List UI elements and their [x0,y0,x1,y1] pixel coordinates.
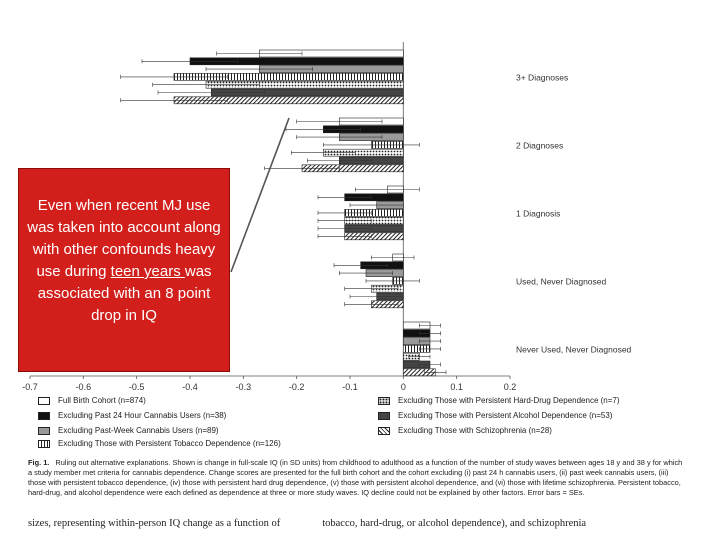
group-label: 2 Diagnoses [516,140,564,151]
callout-text: Even when recent MJ use was taken into account along with other confounds heavy use during teen years was associated with an 8 point drop in IQ [27,197,221,324]
legend-item-excl-week: Excluding Past-Week Cannabis Users (n=89) [38,426,219,435]
legend-swatch [38,427,50,435]
group-label: 3+ Diagnoses [516,72,569,83]
callout-pointer-line [231,118,289,272]
group-label: Never Used, Never Diagnosed [516,344,632,355]
legend-item-excl-alcohol: Excluding Those with Persistent Alcohol Dependence (n=53) [378,411,612,420]
x-tick-label: 0.2 [503,382,517,392]
group-label: 1 Diagnosis [516,208,561,219]
caption-text: Ruling out alternative explanations. Shown is change in full-scale IQ (in SD units) from childhood to adulthood as a function of the number of study waves between ages 18 y and 38 y for which a study member met criteria for cannabis dependence. Change scores are presented for the full birth cohort and the cohort excluding (i) past 24 h cannabis users, (ii) past week cannabis users, (iii) those with persistent tobacco dependence, (iv) those with persistent hard drug dependence, (v) those with persistent alcohol dependence, and (vi) those with lifetime schizophrenia. Persistent tobacco, hard-drug, and alcohol dependence were each defined as dependence at three or more study waves. IQ decline could not be explained by other factors. Error bars = SEs. [28,458,683,497]
figure-caption [28,458,688,498]
x-tick-label: -0.3 [235,382,252,392]
legend-item-excl-24h: Excluding Past 24 Hour Cannabis Users (n=38) [38,411,226,420]
legend-item-full-cohort: Full Birth Cohort (n=874) [38,396,146,405]
legend-swatch [38,412,50,420]
legend-item-excl-schizophrenia: Excluding Those with Schizophrenia (n=28) [378,426,552,435]
x-tick-label: -0.7 [22,382,38,392]
legend-item-excl-tobacco: Excluding Those with Persistent Tobacco Dependence (n=126) [38,439,281,448]
legend-swatch [38,440,50,448]
caption-label: Fig. 1. [28,458,50,467]
x-tick-label: 0 [400,382,406,392]
x-tick-label: -0.5 [128,382,145,392]
x-tick-label: -0.6 [75,382,92,392]
legend-item-excl-harddrug: Excluding Those with Persistent Hard-Drug Dependence (n=7) [378,396,620,405]
legend-swatch [38,397,50,405]
callout-box [18,168,230,372]
x-tick-label: -0.4 [182,382,198,392]
x-tick-label: -0.1 [342,382,358,392]
x-tick-label: -0.2 [288,382,305,392]
callout-underlined: teen years [110,263,185,280]
legend-swatch [378,412,390,420]
legend-swatch [378,397,390,405]
x-tick-label: 0.1 [450,382,463,392]
body-text-fragment: sizes, representing within-person IQ change as a function of tobacco, hard-drug, or alcohol dependence), and schizophrenia [28,518,587,529]
group-label: Used, Never Diagnosed [516,276,607,287]
legend-swatch [378,427,390,435]
